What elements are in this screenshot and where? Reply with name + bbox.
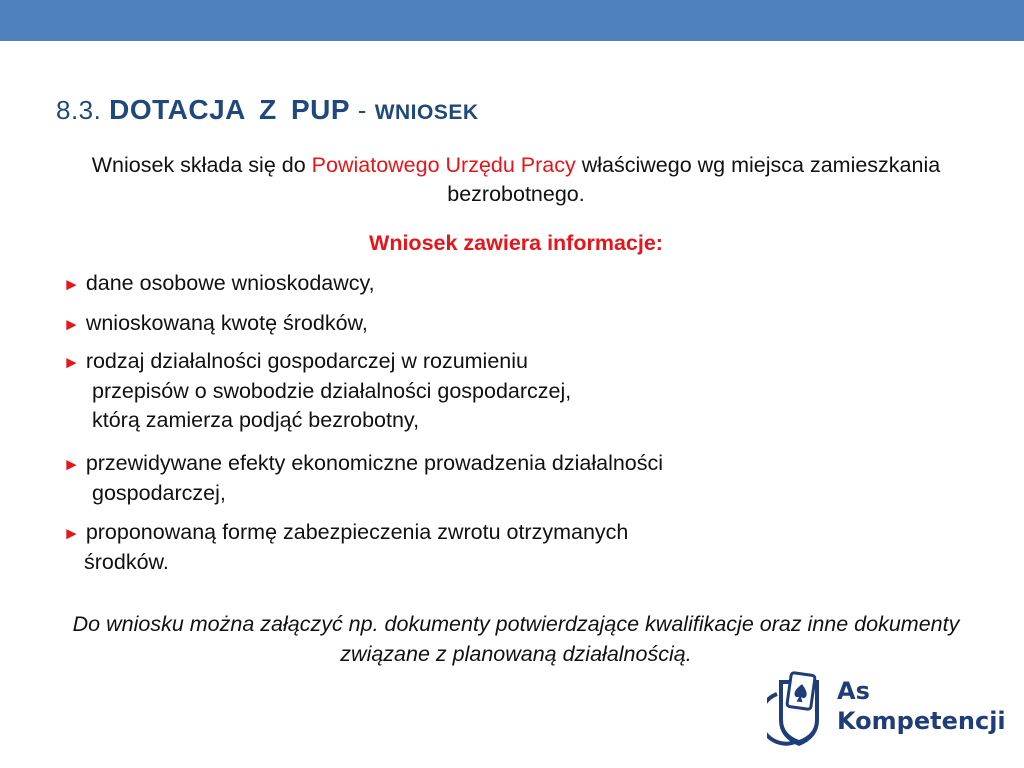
list-item-text: przewidywane efekty ekonomiczne prowadzenia działalności <box>85 451 664 475</box>
logo-line-2: Kompetencji <box>837 707 1006 735</box>
intro-text-1: Wniosek składa się do <box>91 153 312 177</box>
title-main: DOTACJA Z PUP <box>109 94 351 125</box>
list-item <box>63 269 375 299</box>
logo <box>767 668 1006 748</box>
attachment-note: Do wniosku można załączyć np. dokumenty potwierdzające kwalifikacje oraz inne dokumenty związane z planowaną działalnością. <box>72 612 960 666</box>
list-item <box>63 347 571 435</box>
list-item <box>63 518 628 577</box>
logo-text <box>837 676 1006 736</box>
list-item-text: proponowaną formę zabezpieczenia zwrotu otrzymanych <box>85 520 629 544</box>
header-bar <box>0 0 1024 41</box>
title-number: 8.3. <box>56 95 102 125</box>
intro-text-2: właściwego wg miejsca zamieszkania bezrobotnego. <box>447 153 941 206</box>
slide-title <box>56 94 479 126</box>
title-sub: WNIOSEK <box>374 101 479 124</box>
spade-card-icon <box>767 668 833 748</box>
list-item-text-cont: gospodarczej, <box>92 481 226 505</box>
list-item-text: wnioskowaną kwotę środków, <box>85 311 368 335</box>
intro-paragraph <box>60 151 972 209</box>
list-heading: Wniosek zawiera informacje: <box>369 231 663 255</box>
list-item-text: rodzaj działalności gospodarczej w rozumieniu <box>85 349 528 373</box>
intro-highlight: Powiatowego Urzędu Pracy <box>311 153 576 177</box>
logo-line-1: As <box>837 677 870 705</box>
arrow-bullet-icon: ► <box>63 455 80 474</box>
list-item-text-cont: przepisów o swobodzie działalności gospodarczej, <box>92 379 572 403</box>
title-separator: - <box>350 95 375 125</box>
list-item-text: dane osobowe wnioskodawcy, <box>85 271 375 295</box>
list-item-text-cont: środków. <box>84 550 169 574</box>
list-item-text-cont: którą zamierza podjąć bezrobotny, <box>92 408 420 432</box>
arrow-bullet-icon: ► <box>63 524 80 543</box>
arrow-bullet-icon: ► <box>63 275 80 294</box>
list-item <box>63 449 663 508</box>
list-item <box>63 309 368 339</box>
arrow-bullet-icon: ► <box>63 353 80 372</box>
arrow-bullet-icon: ► <box>63 315 80 334</box>
